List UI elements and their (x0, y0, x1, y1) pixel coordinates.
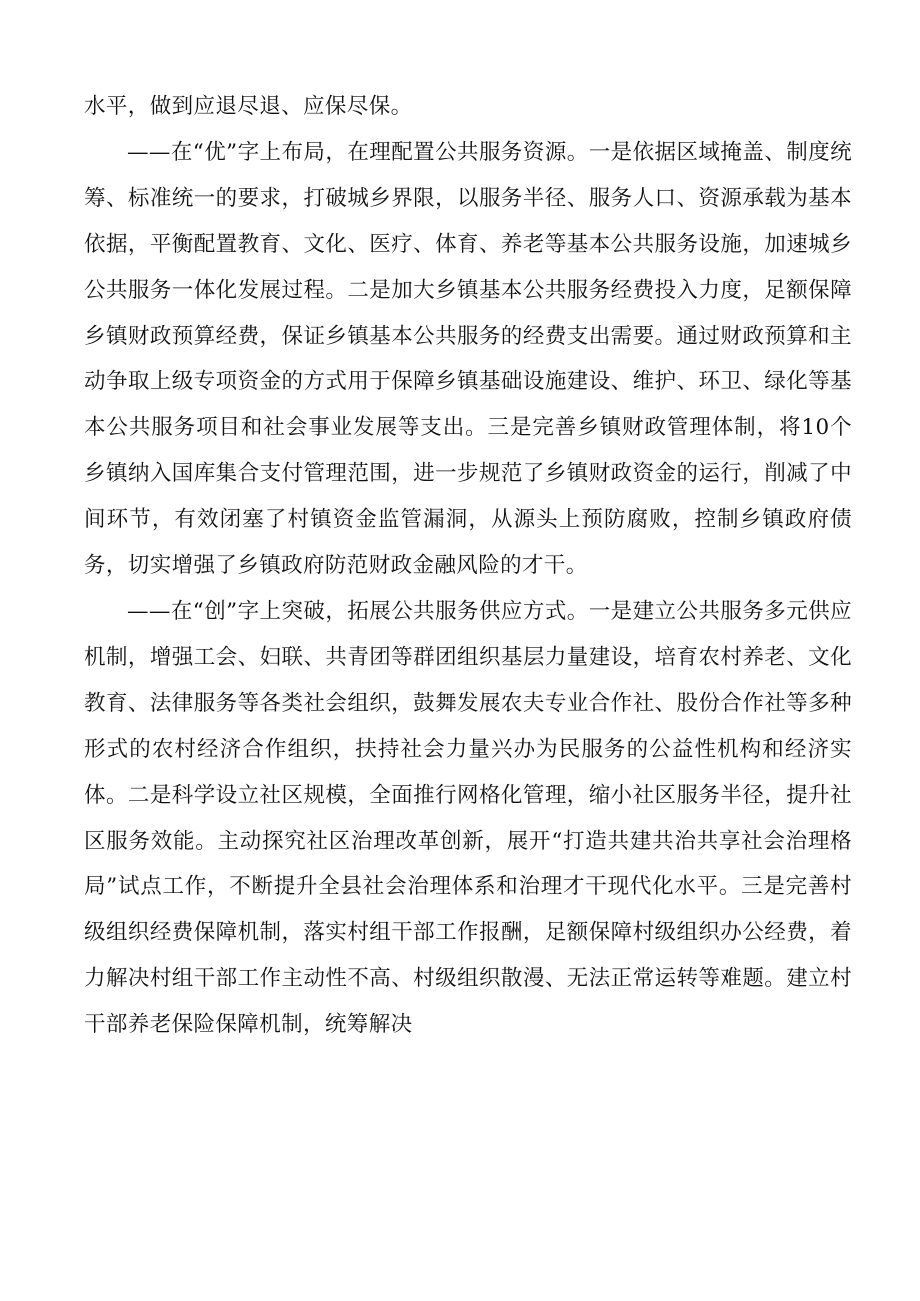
paragraph-optimize-layout: ——在“优”字上布局，在理配置公共服务资源。一是依据区域掩盖、制度统筹、标准统一的要求，打破城乡界限，以服务半径、服务人口、资源承载为基本依据，平衡配置教育、文化、医疗、体育、养老等基本公共服务设施，加速城乡公共服务一体化发展过程。二是加大乡镇基本公共服务经费投入力度，足额保障乡镇财政预算经费，保证乡镇基本公共服务的经费支出需要。通过财政预算和主动争取上级专项资金的方式用于保障乡镇基础设施建设、维护、环卫、绿化等基本公共服务项目和社会事业发展等支出。三是完善乡镇财政管理体制，将10个乡镇纳入国库集合支付管理范围，进一步规范了乡镇财政资金的运行，削减了中间环节，有效闭塞了村镇资金监管漏洞，从源头上预防腐败，控制乡镇政府债务，切实增强了乡镇政府防范财政金融风险的才干。 (84, 139, 852, 579)
paragraph-innovation-breakthrough: ——在“创”字上突破，拓展公共服务供应方式。一是建立公共服务多元供应机制，增强工会、妇联、共青团等群团组织基层力量建设，培育农村养老、文化教育、法律服务等各类社会组织，鼓舞发展农夫专业合作社、股份合作社等多种形式的农村经济合作组织，扶持社会力量兴办为民服务的公益性机构和经济实体。二是科学设立社区规模，全面推行网格化管理，缩小社区服务半径，提升社区服务效能。主动探究社区治理改革创新，展开“打造共建共治共享社会治理格局”试点工作，不断提升全县社会治理体系和治理才干现代化水平。三是完善村级组织经费保障机制，落实村组干部工作报酬，足额保障村级组织办公经费，着力解决村组干部工作主动性不高、村级组织散漫、无法正常运转等难题。建立村干部养老保险保障机制，统筹解决 (84, 598, 852, 1038)
paragraph-continuation: 水平，做到应退尽退、应保尽保。 (84, 94, 413, 119)
document-body (84, 84, 852, 1048)
